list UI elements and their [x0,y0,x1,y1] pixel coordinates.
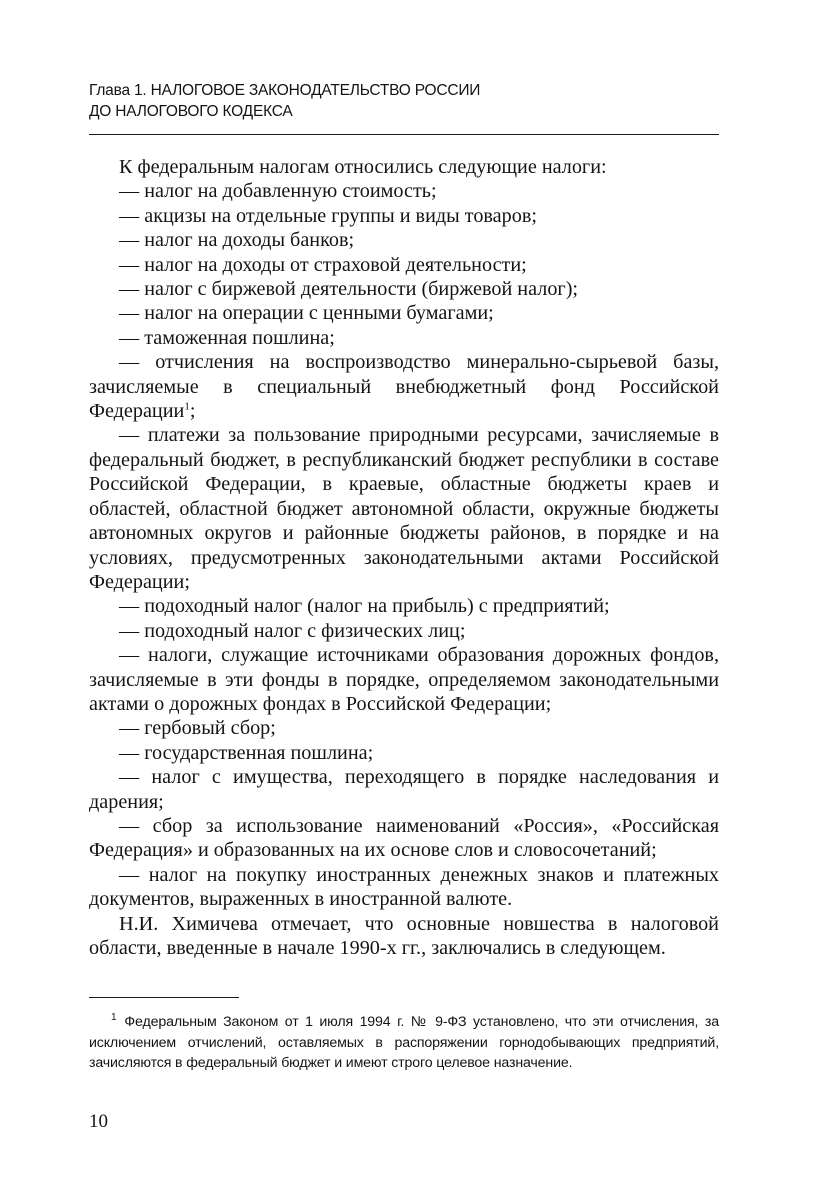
list-item: — подоходный налог (налог на прибыль) с предприятий; [119,595,610,618]
list-item-platezhi: — платежи за пользование природными ресурсами, зачисляемые в федеральный бюджет, в республиканский бюджет республики в составе Российской Федерации, в краевые, областные бюджеты краев и областей, областной бюджет автономной области, окружные бюджеты автономных округов и районные бюджеты районов, в порядке и на условиях, предусмотренных законодательными актами Российской Федерации; [89,424,719,593]
list-item-imushchestvo: — налог с имущества, переходящего в порядке наследования и дарения; [89,766,719,813]
footnote-divider [89,997,239,998]
footnote-mark: 1 [111,1012,117,1024]
list-item: — налог на доходы банков; [119,229,355,252]
page-number: 10 [89,1111,108,1132]
list-item: — акцизы на отдельные группы и виды товаров; [119,204,537,227]
list-item: — подоходный налог с физических лиц; [119,619,466,642]
list-item: — государственная пошлина; [119,741,374,764]
list-item-punctuation: ; [189,400,196,423]
intro-paragraph: К федеральным налогам относились следующие налоги: [119,156,607,178]
main-text [89,155,719,960]
list-item: — налог на доходы от страховой деятельности; [119,253,527,276]
list-item: — налог на добавленную стоимость; [119,180,437,203]
header-divider [89,134,719,135]
list-item-dorozhnye: — налоги, служащие источниками образования дорожных фондов, зачисляемые в эти фонды в порядке, определяемом законодательными актами о дорожных фондах в Российской Федерации; [89,644,719,715]
running-header-line-2: ДО НАЛОГОВОГО КОДЕКСА [89,103,293,120]
list-item-text: — отчисления на воспроизводство минерально-сырьевой базы, зачисляемые в специальный внебюджетный фонд Российской Федерации [89,351,719,423]
running-header-line-1: Глава 1. НАЛОГОВОЕ ЗАКОНОДАТЕЛЬСТВО РОССИИ [89,82,481,99]
list-item-otchisleniya [89,350,719,423]
list-item: — налог с биржевой деятельности (биржевой налог); [119,278,579,301]
list-item-sbor: — сбор за использование наименований «Россия», «Российская Федерация» и образованных на их основе слов и словосочетаний; [89,814,719,862]
list-item: — гербовый сбор; [119,717,276,740]
list-item-pokupka: — налог на покупку иностранных денежных знаков и платежных документов, выраженных в иностранной валюте. [89,863,719,911]
footnote-text: Федеральным Законом от 1 июля 1994 г. № 9-ФЗ установлено, что эти отчисления, за исключением отчислений, оставляемых в распоряжении горнодобывающих предприятий, зачисляются в федеральный бюджет и имеют строго целевое назначение. [89,1014,719,1071]
list-item: — таможенная пошлина; [119,326,335,349]
footnote [89,1012,719,1074]
closing-paragraph: Н.И. Химичева отмечает, что основные новшества в налоговой области, введенные в начале 1990-х гг., заключались в следующем. [89,912,719,959]
running-header [89,80,719,122]
list-item: — налог на операции с ценными бумагами; [119,302,494,325]
footnote-reference[interactable]: 1 [184,400,190,413]
